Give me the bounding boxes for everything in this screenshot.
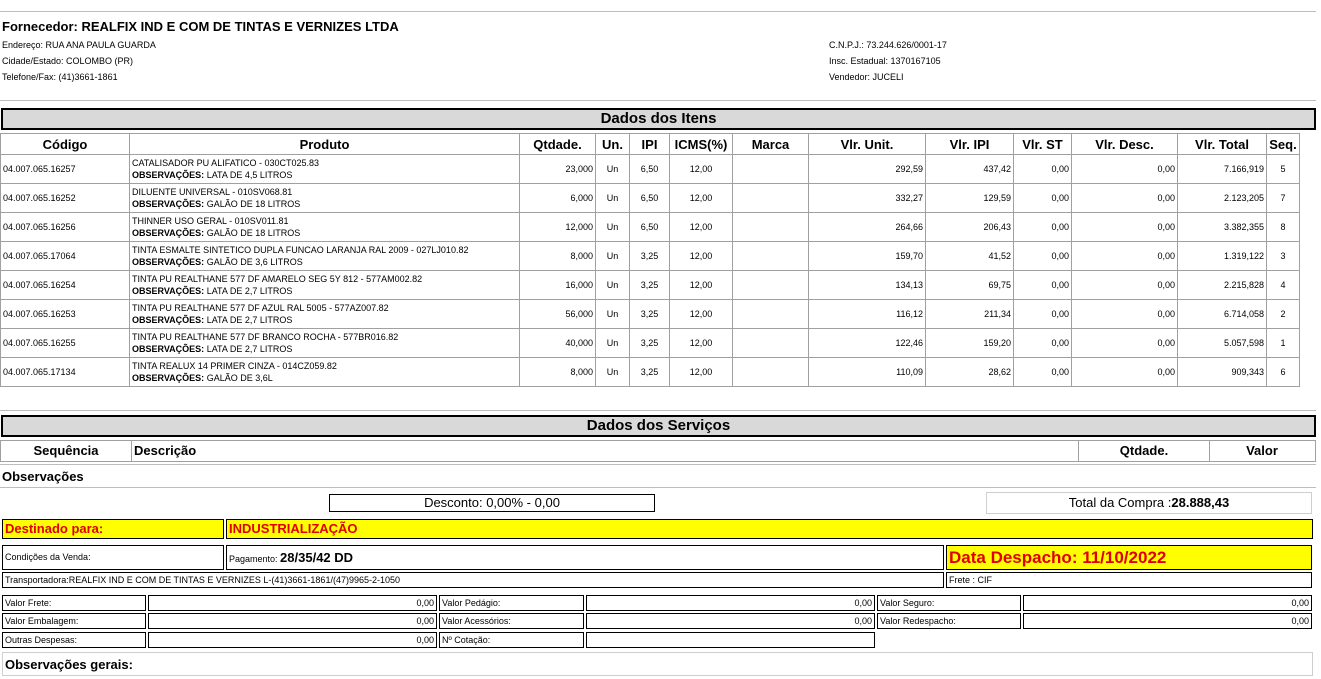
item-obs-label: OBSERVAÇÕES: bbox=[132, 344, 205, 354]
item-ipi: 3,25 bbox=[630, 300, 670, 329]
freight-value: 0,00 bbox=[148, 595, 437, 611]
other-expenses-label: Outras Despesas: bbox=[2, 632, 146, 648]
item-product bbox=[130, 184, 520, 213]
item-ipi: 6,50 bbox=[630, 213, 670, 242]
item-row bbox=[1, 271, 1300, 300]
item-obs-text: LATA DE 2,7 LITROS bbox=[204, 315, 293, 325]
item-brand bbox=[733, 300, 809, 329]
item-ipi: 6,50 bbox=[630, 184, 670, 213]
item-code: 04.007.065.16255 bbox=[1, 329, 130, 358]
item-observation bbox=[132, 372, 517, 384]
item-total: 5.057,598 bbox=[1178, 329, 1267, 358]
item-observation bbox=[132, 256, 517, 268]
col-header: Produto bbox=[130, 134, 520, 155]
observations-label: Observações bbox=[2, 469, 84, 484]
item-ipi: 3,25 bbox=[630, 242, 670, 271]
item-ipi-value: 437,42 bbox=[926, 155, 1014, 184]
general-observations-label: Observações gerais: bbox=[5, 657, 133, 672]
supplier-title: Fornecedor: REALFIX IND E COM DE TINTAS E VERNIZES LTDA bbox=[2, 19, 399, 34]
item-qty: 23,000 bbox=[520, 155, 596, 184]
item-unit: Un bbox=[596, 184, 630, 213]
services-col-value: Valor bbox=[1246, 443, 1278, 458]
total-box bbox=[986, 492, 1312, 514]
item-observation bbox=[132, 343, 517, 355]
item-row bbox=[1, 155, 1300, 184]
item-qty: 56,000 bbox=[520, 300, 596, 329]
item-st-value: 0,00 bbox=[1014, 358, 1072, 387]
destination-label: Destinado para: bbox=[2, 519, 224, 539]
item-st-value: 0,00 bbox=[1014, 300, 1072, 329]
item-obs-text: LATA DE 2,7 LITROS bbox=[204, 286, 293, 296]
item-product-name: TINTA ESMALTE SINTETICO DUPLA FUNCAO LARANJA RAL 2009 - 027LJ010.82 bbox=[132, 245, 469, 255]
item-qty: 16,000 bbox=[520, 271, 596, 300]
item-product-name: TINTA PU REALTHANE 577 DF AMARELO SEG 5Y 812 - 577AM002.82 bbox=[132, 274, 423, 284]
item-product-name: CATALISADOR PU ALIFATICO - 030CT025.83 bbox=[132, 158, 320, 168]
col-header: Vlr. ST bbox=[1014, 134, 1072, 155]
quotation-number-label: Nº Cotação: bbox=[439, 632, 584, 648]
item-total: 6.714,058 bbox=[1178, 300, 1267, 329]
item-unit-price: 116,12 bbox=[809, 300, 926, 329]
supplier-cnpj: C.N.P.J.: 73.244.626/0001-17 bbox=[829, 40, 947, 50]
col-header: Vlr. Desc. bbox=[1072, 134, 1178, 155]
item-unit-price: 332,27 bbox=[809, 184, 926, 213]
item-observation bbox=[132, 198, 517, 210]
item-unit: Un bbox=[596, 213, 630, 242]
services-col-qty: Qtdade. bbox=[1078, 441, 1210, 461]
item-icms: 12,00 bbox=[670, 242, 733, 271]
item-row bbox=[1, 329, 1300, 358]
item-ipi-value: 206,43 bbox=[926, 213, 1014, 242]
quotation-number-value bbox=[586, 632, 875, 648]
item-st-value: 0,00 bbox=[1014, 155, 1072, 184]
supplier-phone: Telefone/Fax: (41)3661-1861 bbox=[2, 72, 118, 82]
supplier-seller: Vendedor: JUCELI bbox=[829, 72, 904, 82]
item-product-name: THINNER USO GERAL - 010SV011.81 bbox=[132, 216, 289, 226]
item-product bbox=[130, 242, 520, 271]
item-discount-value: 0,00 bbox=[1072, 242, 1178, 271]
item-total: 909,343 bbox=[1178, 358, 1267, 387]
item-qty: 6,000 bbox=[520, 184, 596, 213]
col-header: ICMS(%) bbox=[670, 134, 733, 155]
item-ipi: 6,50 bbox=[630, 155, 670, 184]
item-total: 3.382,355 bbox=[1178, 213, 1267, 242]
item-icms: 12,00 bbox=[670, 358, 733, 387]
insurance-value-label: Valor Seguro: bbox=[877, 595, 1021, 611]
item-brand bbox=[733, 329, 809, 358]
total-label: Total da Compra : bbox=[1068, 495, 1172, 510]
packaging-value-label: Valor Embalagem: bbox=[2, 613, 146, 629]
item-seq: 7 bbox=[1267, 184, 1300, 213]
col-header: Vlr. Unit. bbox=[809, 134, 926, 155]
item-discount-value: 0,00 bbox=[1072, 271, 1178, 300]
item-brand bbox=[733, 213, 809, 242]
item-seq: 1 bbox=[1267, 329, 1300, 358]
item-row bbox=[1, 358, 1300, 387]
item-total: 7.166,919 bbox=[1178, 155, 1267, 184]
item-ipi: 3,25 bbox=[630, 358, 670, 387]
col-header: Un. bbox=[596, 134, 630, 155]
item-code: 04.007.065.16253 bbox=[1, 300, 130, 329]
item-obs-text: LATA DE 4,5 LITROS bbox=[204, 170, 293, 180]
item-icms: 12,00 bbox=[670, 300, 733, 329]
item-product-name: DILUENTE UNIVERSAL - 010SV068.81 bbox=[132, 187, 293, 197]
destination-value: INDUSTRIALIZAÇÃO bbox=[226, 519, 1313, 539]
col-header: Vlr. IPI bbox=[926, 134, 1014, 155]
item-obs-text: GALÃO DE 3,6L bbox=[204, 373, 273, 383]
item-ipi-value: 211,34 bbox=[926, 300, 1014, 329]
item-obs-text: LATA DE 2,7 LITROS bbox=[204, 344, 293, 354]
item-seq: 6 bbox=[1267, 358, 1300, 387]
item-observation bbox=[132, 285, 517, 297]
item-qty: 40,000 bbox=[520, 329, 596, 358]
item-icms: 12,00 bbox=[670, 213, 733, 242]
item-brand bbox=[733, 358, 809, 387]
item-ipi-value: 28,62 bbox=[926, 358, 1014, 387]
item-ipi-value: 69,75 bbox=[926, 271, 1014, 300]
item-obs-label: OBSERVAÇÕES: bbox=[132, 315, 205, 325]
item-observation bbox=[132, 169, 517, 181]
item-icms: 12,00 bbox=[670, 271, 733, 300]
item-st-value: 0,00 bbox=[1014, 184, 1072, 213]
col-header: Seq. bbox=[1267, 134, 1300, 155]
item-seq: 8 bbox=[1267, 213, 1300, 242]
item-product bbox=[130, 300, 520, 329]
item-row bbox=[1, 300, 1300, 329]
item-total: 2.123,205 bbox=[1178, 184, 1267, 213]
item-code: 04.007.065.16257 bbox=[1, 155, 130, 184]
dispatch-date: Data Despacho: 11/10/2022 bbox=[946, 545, 1312, 570]
services-header-row bbox=[0, 440, 1316, 462]
item-total: 1.319,122 bbox=[1178, 242, 1267, 271]
other-expenses-value: 0,00 bbox=[148, 632, 437, 648]
item-icms: 12,00 bbox=[670, 184, 733, 213]
item-unit-price: 264,66 bbox=[809, 213, 926, 242]
item-obs-label: OBSERVAÇÕES: bbox=[132, 286, 205, 296]
item-brand bbox=[733, 271, 809, 300]
col-header: Marca bbox=[733, 134, 809, 155]
item-obs-label: OBSERVAÇÕES: bbox=[132, 257, 205, 267]
item-brand bbox=[733, 242, 809, 271]
item-obs-text: GALÃO DE 3,6 LITROS bbox=[204, 257, 303, 267]
insurance-value: 0,00 bbox=[1023, 595, 1312, 611]
item-unit: Un bbox=[596, 329, 630, 358]
item-brand bbox=[733, 155, 809, 184]
item-seq: 5 bbox=[1267, 155, 1300, 184]
item-qty: 8,000 bbox=[520, 358, 596, 387]
items-header-row bbox=[1, 134, 1300, 155]
item-product bbox=[130, 155, 520, 184]
item-product bbox=[130, 358, 520, 387]
item-discount-value: 0,00 bbox=[1072, 329, 1178, 358]
item-st-value: 0,00 bbox=[1014, 213, 1072, 242]
item-discount-value: 0,00 bbox=[1072, 358, 1178, 387]
item-unit: Un bbox=[596, 271, 630, 300]
item-obs-text: GALÃO DE 18 LITROS bbox=[204, 228, 301, 238]
item-unit: Un bbox=[596, 358, 630, 387]
freight-type: Frete : CIF bbox=[946, 572, 1312, 588]
item-obs-label: OBSERVAÇÕES: bbox=[132, 170, 205, 180]
item-unit: Un bbox=[596, 155, 630, 184]
item-obs-label: OBSERVAÇÕES: bbox=[132, 373, 205, 383]
item-obs-label: OBSERVAÇÕES: bbox=[132, 199, 205, 209]
services-col-desc: Descrição bbox=[134, 443, 197, 458]
item-st-value: 0,00 bbox=[1014, 271, 1072, 300]
col-header: Qtdade. bbox=[520, 134, 596, 155]
items-section-title: Dados dos Itens bbox=[1, 108, 1316, 130]
item-code: 04.007.065.16254 bbox=[1, 271, 130, 300]
item-ipi: 3,25 bbox=[630, 271, 670, 300]
item-discount-value: 0,00 bbox=[1072, 213, 1178, 242]
item-icms: 12,00 bbox=[670, 155, 733, 184]
item-qty: 12,000 bbox=[520, 213, 596, 242]
top-rule bbox=[0, 11, 1316, 12]
packaging-value: 0,00 bbox=[148, 613, 437, 629]
item-brand bbox=[733, 184, 809, 213]
item-unit: Un bbox=[596, 300, 630, 329]
item-obs-text: GALÃO DE 18 LITROS bbox=[204, 199, 301, 209]
redispatch-value-label: Valor Redespacho: bbox=[877, 613, 1021, 629]
col-header: IPI bbox=[630, 134, 670, 155]
payment-box bbox=[226, 545, 944, 570]
item-code: 04.007.065.17134 bbox=[1, 358, 130, 387]
item-code: 04.007.065.16256 bbox=[1, 213, 130, 242]
item-discount-value: 0,00 bbox=[1072, 300, 1178, 329]
item-discount-value: 0,00 bbox=[1072, 184, 1178, 213]
item-discount-value: 0,00 bbox=[1072, 155, 1178, 184]
general-observations-box bbox=[2, 652, 1313, 676]
col-header: Vlr. Total bbox=[1178, 134, 1267, 155]
item-st-value: 0,00 bbox=[1014, 329, 1072, 358]
services-col-seq: Sequência bbox=[1, 441, 132, 461]
services-section-title: Dados dos Serviços bbox=[1, 415, 1316, 437]
item-seq: 4 bbox=[1267, 271, 1300, 300]
redispatch-value: 0,00 bbox=[1023, 613, 1312, 629]
toll-value: 0,00 bbox=[586, 595, 875, 611]
item-icms: 12,00 bbox=[670, 329, 733, 358]
item-seq: 3 bbox=[1267, 242, 1300, 271]
item-unit-price: 134,13 bbox=[809, 271, 926, 300]
supplier-address: Endereço: RUA ANA PAULA GUARDA bbox=[2, 40, 156, 50]
item-observation bbox=[132, 227, 517, 239]
accessories-value-label: Valor Acessórios: bbox=[439, 613, 584, 629]
item-code: 04.007.065.17064 bbox=[1, 242, 130, 271]
discount-box: Desconto: 0,00% - 0,00 bbox=[329, 494, 655, 512]
item-seq: 2 bbox=[1267, 300, 1300, 329]
item-ipi-value: 41,52 bbox=[926, 242, 1014, 271]
item-product-name: TINTA PU REALTHANE 577 DF BRANCO ROCHA - 577BR016.82 bbox=[132, 332, 399, 342]
col-header: Código bbox=[1, 134, 130, 155]
item-product bbox=[130, 329, 520, 358]
item-st-value: 0,00 bbox=[1014, 242, 1072, 271]
item-unit-price: 122,46 bbox=[809, 329, 926, 358]
item-ipi-value: 129,59 bbox=[926, 184, 1014, 213]
item-unit-price: 292,59 bbox=[809, 155, 926, 184]
header-rule bbox=[0, 100, 1316, 101]
total-value: 28.888,43 bbox=[1171, 495, 1230, 510]
item-unit-price: 159,70 bbox=[809, 242, 926, 271]
item-ipi: 3,25 bbox=[630, 329, 670, 358]
item-obs-label: OBSERVAÇÕES: bbox=[132, 228, 205, 238]
payment-value: 28/35/42 DD bbox=[280, 550, 354, 565]
item-unit: Un bbox=[596, 242, 630, 271]
item-total: 2.215,828 bbox=[1178, 271, 1267, 300]
item-product bbox=[130, 213, 520, 242]
item-ipi-value: 159,20 bbox=[926, 329, 1014, 358]
toll-value-label: Valor Pedágio: bbox=[439, 595, 584, 611]
supplier-city: Cidade/Estado: COLOMBO (PR) bbox=[2, 56, 134, 66]
item-observation bbox=[132, 314, 517, 326]
accessories-value: 0,00 bbox=[586, 613, 875, 629]
item-row bbox=[1, 184, 1300, 213]
item-code: 04.007.065.16252 bbox=[1, 184, 130, 213]
item-unit-price: 110,09 bbox=[809, 358, 926, 387]
carrier-info: Transportadora:REALFIX IND E COM DE TINTAS E VERNIZES L-(41)3661-1861/(47)9965-2-1050 bbox=[2, 572, 944, 588]
services-rule bbox=[0, 410, 1316, 411]
item-row bbox=[1, 213, 1300, 242]
item-product bbox=[130, 271, 520, 300]
item-product-name: TINTA PU REALTHANE 577 DF AZUL RAL 5005 - 577AZ007.82 bbox=[132, 303, 389, 313]
observations-row bbox=[0, 464, 1316, 488]
sale-conditions-label: Condições da Venda: bbox=[2, 545, 224, 570]
freight-value-label: Valor Frete: bbox=[2, 595, 146, 611]
item-row bbox=[1, 242, 1300, 271]
item-product-name: TINTA REALUX 14 PRIMER CINZA - 014CZ059.82 bbox=[132, 361, 337, 371]
items-table bbox=[0, 133, 1300, 387]
item-qty: 8,000 bbox=[520, 242, 596, 271]
supplier-state-reg: Insc. Estadual: 1370167105 bbox=[829, 56, 941, 66]
payment-label: Pagamento: bbox=[229, 554, 281, 564]
